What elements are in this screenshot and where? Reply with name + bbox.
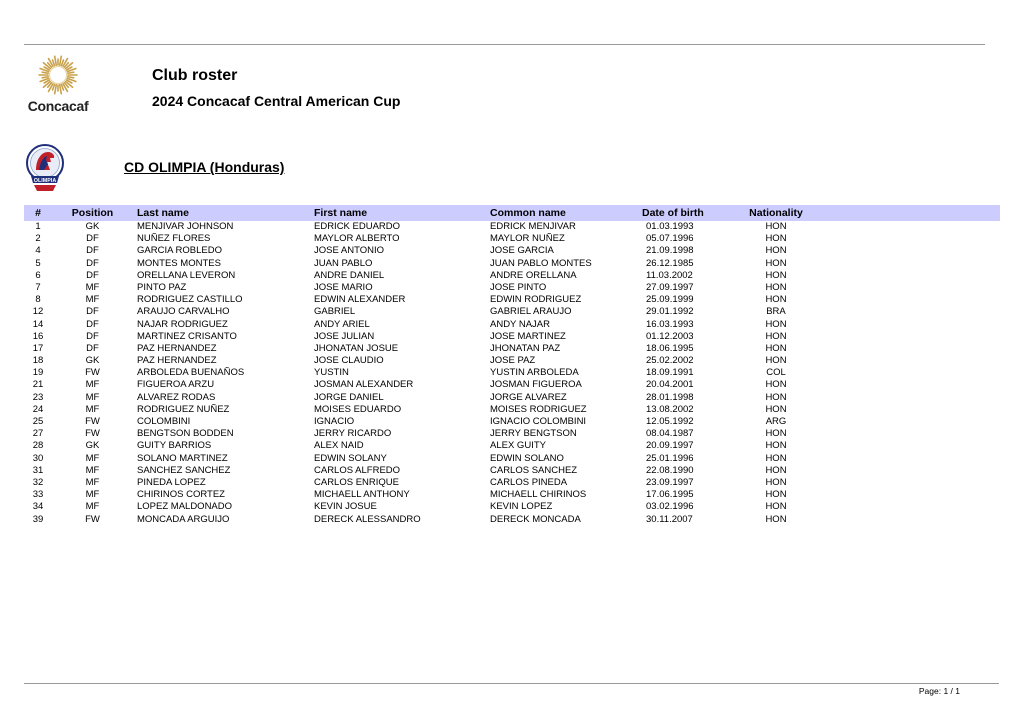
cell-nationality: HON [765, 221, 787, 232]
bottom-divider [24, 683, 999, 684]
cell-date-of-birth: 01.03.1993 [646, 221, 694, 232]
cell-common-name: YUSTIN ARBOLEDA [490, 367, 579, 379]
top-divider [24, 44, 985, 45]
cell-nationality: HON [765, 464, 787, 476]
cell-number: 5 [35, 257, 41, 269]
cell-nationality: HON [765, 257, 787, 269]
cell-number: 24 [32, 403, 44, 415]
cell-last-name: RODRIGUEZ NUÑEZ [137, 403, 230, 415]
table-row [24, 282, 1000, 294]
cell-common-name: JUAN PABLO MONTES [490, 257, 592, 269]
cell-position: MF [85, 403, 100, 415]
column-header-first-name: First name [314, 207, 368, 219]
cell-nationality: HON [765, 513, 787, 525]
cell-nationality: HON [765, 342, 787, 354]
cell-first-name: ANDRE DANIEL [314, 269, 385, 281]
cell-number: 28 [32, 440, 44, 452]
cell-first-name: MAYLOR ALBERTO [314, 233, 400, 245]
table-row [24, 392, 1000, 404]
cell-common-name: DERECK MONCADA [490, 513, 581, 525]
cell-number: 25 [32, 416, 44, 427]
table-row [24, 306, 1000, 318]
cell-nationality: HON [765, 440, 787, 452]
column-header-common-name: Common name [490, 207, 566, 219]
cell-first-name: IGNACIO [314, 416, 355, 427]
cell-number: 30 [32, 452, 44, 464]
cell-number: 31 [32, 464, 44, 476]
cell-date-of-birth: 26.12.1985 [646, 257, 694, 269]
cell-number: 21 [32, 379, 44, 391]
cell-number: 8 [35, 294, 41, 306]
cell-position: DF [86, 318, 99, 330]
cell-date-of-birth: 27.09.1997 [646, 281, 694, 293]
cell-last-name: NUÑEZ FLORES [137, 233, 211, 245]
cell-first-name: CARLOS ALFREDO [314, 464, 401, 476]
cell-position: MF [85, 452, 100, 464]
cell-nationality: HON [765, 245, 787, 257]
cell-first-name: JOSMAN ALEXANDER [314, 379, 414, 391]
cell-date-of-birth: 23.09.1997 [646, 476, 694, 488]
cell-number: 1 [35, 221, 41, 232]
cell-last-name: PAZ HERNANDEZ [137, 355, 217, 367]
cell-position: GK [85, 355, 100, 367]
cell-first-name: JOSE ANTONIO [314, 245, 385, 257]
cell-nationality: HON [765, 379, 787, 391]
table-row [24, 270, 1000, 282]
cell-number: 27 [32, 428, 44, 440]
table-row [24, 367, 1000, 379]
table-row [24, 245, 1000, 257]
cell-position: MF [85, 294, 100, 306]
table-header-row [24, 205, 1000, 221]
cell-nationality: HON [765, 281, 787, 293]
cell-number: 18 [32, 355, 44, 367]
cell-position: DF [86, 257, 99, 269]
cell-date-of-birth: 22.08.1990 [646, 464, 694, 476]
cell-last-name: LOPEZ MALDONADO [137, 501, 233, 513]
table-row [24, 343, 1000, 355]
cell-position: DF [86, 269, 99, 281]
cell-nationality: HON [765, 330, 787, 342]
cell-number: 23 [32, 391, 44, 403]
column-header-position: Position [71, 207, 114, 219]
cell-last-name: PINTO PAZ [137, 281, 187, 293]
cell-number: 32 [32, 476, 44, 488]
table-row [24, 221, 1000, 233]
cell-last-name: MENJIVAR JOHNSON [137, 221, 234, 232]
cell-last-name: MARTINEZ CRISANTO [137, 330, 237, 342]
cell-nationality: HON [765, 294, 787, 306]
cell-first-name: ALEX NAID [314, 440, 364, 452]
cell-date-of-birth: 05.07.1996 [646, 233, 694, 245]
cell-position: GK [85, 440, 100, 452]
cell-last-name: ARBOLEDA BUENAÑOS [137, 367, 245, 379]
cell-position: FW [85, 513, 100, 525]
table-row [24, 258, 1000, 270]
cell-number: 2 [35, 233, 41, 245]
page-number: Page: 1 / 1 [918, 686, 960, 696]
cell-common-name: CARLOS PINEDA [490, 476, 568, 488]
cell-number: 4 [35, 245, 41, 257]
cell-date-of-birth: 18.09.1991 [646, 367, 694, 379]
cell-common-name: JOSE PAZ [490, 355, 536, 367]
cell-last-name: MONCADA ARGUIJO [137, 513, 230, 525]
cell-nationality: HON [765, 391, 787, 403]
cell-number: 12 [32, 306, 44, 318]
cell-number: 17 [32, 342, 44, 354]
cell-nationality: BRA [766, 306, 786, 318]
cell-nationality: HON [765, 428, 787, 440]
cell-common-name: EDRICK MENJIVAR [490, 221, 576, 232]
cell-nationality: HON [765, 318, 787, 330]
cell-last-name: MONTES MONTES [137, 257, 221, 269]
cell-common-name: KEVIN LOPEZ [490, 501, 553, 513]
table-row [24, 404, 1000, 416]
cell-date-of-birth: 08.04.1987 [646, 428, 694, 440]
table-row [24, 233, 1000, 245]
cell-last-name: GUITY BARRIOS [137, 440, 212, 452]
cell-first-name: ANDY ARIEL [314, 318, 370, 330]
cell-position: MF [85, 391, 100, 403]
cell-position: MF [85, 489, 100, 501]
column-header-number: # [35, 207, 41, 219]
table-row [24, 331, 1000, 343]
cell-position: MF [85, 379, 100, 391]
cell-number: 19 [32, 367, 44, 379]
cell-common-name: JOSE GARCIA [490, 245, 554, 257]
competition-subtitle: 2024 Concacaf Central American Cup [152, 93, 401, 109]
table-row [24, 477, 1000, 489]
cell-last-name: GARCIA ROBLEDO [137, 245, 222, 257]
cell-first-name: JHONATAN JOSUE [314, 342, 399, 354]
cell-date-of-birth: 18.06.1995 [646, 342, 694, 354]
cell-last-name: PINEDA LOPEZ [137, 476, 206, 488]
table-row [24, 294, 1000, 306]
cell-common-name: JOSE PINTO [490, 281, 547, 293]
cell-common-name: JORGE ALVAREZ [490, 391, 567, 403]
cell-last-name: BENGTSON BODDEN [137, 428, 234, 440]
table-row [24, 319, 1000, 331]
cell-last-name: SOLANO MARTINEZ [137, 452, 228, 464]
cell-first-name: JOSE JULIAN [314, 330, 375, 342]
column-header-date-of-birth: Date of birth [642, 207, 704, 219]
cell-number: 7 [35, 281, 41, 293]
cell-date-of-birth: 30.11.2007 [646, 513, 693, 525]
column-header-nationality: Nationality [749, 207, 803, 219]
cell-common-name: IGNACIO COLOMBINI [490, 416, 587, 427]
cell-position: DF [86, 342, 99, 354]
cell-first-name: CARLOS ENRIQUE [314, 476, 399, 488]
cell-nationality: HON [765, 355, 787, 367]
cell-common-name: MICHAELL CHIRINOS [490, 489, 587, 501]
cell-common-name: JOSE MARTINEZ [490, 330, 566, 342]
cell-last-name: COLOMBINI [137, 416, 191, 427]
cell-common-name: MAYLOR NUÑEZ [490, 233, 565, 245]
cell-last-name: ARAUJO CARVALHO [137, 306, 230, 318]
cell-first-name: MICHAELL ANTHONY [314, 489, 410, 501]
cell-first-name: JERRY RICARDO [314, 428, 392, 440]
cell-nationality: HON [765, 452, 787, 464]
concacaf-logo-text: Concacaf [27, 98, 89, 114]
cell-first-name: EDRICK EDUARDO [314, 221, 401, 232]
table-body [24, 221, 1000, 526]
cell-last-name: RODRIGUEZ CASTILLO [137, 294, 243, 306]
cell-date-of-birth: 25.09.1999 [646, 294, 694, 306]
table-row [24, 453, 1000, 465]
cell-nationality: HON [765, 269, 787, 281]
cell-date-of-birth: 16.03.1993 [646, 318, 694, 330]
club-name: CD OLIMPIA (Honduras) [124, 159, 285, 175]
cell-date-of-birth: 29.01.1992 [646, 306, 694, 318]
cell-last-name: FIGUEROA ARZU [137, 379, 215, 391]
cell-date-of-birth: 20.04.2001 [646, 379, 694, 391]
cell-number: 39 [32, 513, 44, 525]
cell-position: DF [86, 245, 99, 257]
cell-last-name: PAZ HERNANDEZ [137, 342, 217, 354]
cell-common-name: EDWIN SOLANO [490, 452, 564, 464]
cell-date-of-birth: 25.02.2002 [646, 355, 694, 367]
cell-common-name: ANDRE ORELLANA [490, 269, 577, 281]
cell-position: GK [85, 221, 100, 232]
cell-position: MF [85, 476, 100, 488]
cell-first-name: EDWIN ALEXANDER [314, 294, 406, 306]
cell-nationality: HON [765, 403, 787, 415]
cell-nationality: ARG [765, 416, 787, 427]
table-row [24, 428, 1000, 440]
cell-first-name: KEVIN JOSUE [314, 501, 377, 513]
cell-position: DF [86, 233, 99, 245]
cell-nationality: COL [766, 367, 786, 379]
cell-number: 34 [32, 501, 44, 513]
cell-last-name: ORELLANA LEVERON [137, 269, 236, 281]
cell-date-of-birth: 28.01.1998 [646, 391, 694, 403]
cell-common-name: CARLOS SANCHEZ [490, 464, 578, 476]
cell-common-name: EDWIN RODRIGUEZ [490, 294, 582, 306]
cell-number: 16 [32, 330, 44, 342]
cell-first-name: DERECK ALESSANDRO [314, 513, 421, 525]
cell-first-name: JOSE MARIO [314, 281, 373, 293]
cell-date-of-birth: 25.01.1996 [646, 452, 694, 464]
cell-last-name: NAJAR RODRIGUEZ [137, 318, 228, 330]
cell-position: FW [85, 367, 100, 379]
table-row [24, 416, 1000, 428]
cell-common-name: MOISES RODRIGUEZ [490, 403, 587, 415]
cell-last-name: ALVAREZ RODAS [137, 391, 216, 403]
cell-nationality: HON [765, 501, 787, 513]
cell-position: MF [85, 281, 100, 293]
cell-first-name: EDWIN SOLANY [314, 452, 387, 464]
cell-position: MF [85, 501, 100, 513]
crest-label: OLIMPIA [33, 178, 57, 184]
olimpia-crest-icon [24, 143, 66, 195]
cell-first-name: GABRIEL [314, 306, 356, 318]
cell-date-of-birth: 21.09.1998 [646, 245, 694, 257]
table-row [24, 440, 1000, 452]
page-title: Club roster [152, 67, 238, 84]
table-row [24, 465, 1000, 477]
cell-last-name: SANCHEZ SANCHEZ [137, 464, 231, 476]
cell-nationality: HON [765, 489, 787, 501]
cell-date-of-birth: 11.03.2002 [646, 269, 693, 281]
table-row [24, 501, 1000, 513]
cell-date-of-birth: 20.09.1997 [646, 440, 694, 452]
cell-common-name: GABRIEL ARAUJO [490, 306, 572, 318]
cell-position: DF [86, 330, 99, 342]
cell-position: FW [85, 428, 100, 440]
cell-first-name: MOISES EDUARDO [314, 403, 402, 415]
cell-position: FW [85, 416, 100, 427]
cell-first-name: JORGE DANIEL [314, 391, 384, 403]
cell-date-of-birth: 13.08.2002 [646, 403, 694, 415]
column-header-last-name: Last name [137, 207, 189, 219]
cell-first-name: JUAN PABLO [314, 257, 373, 269]
cell-first-name: YUSTIN [314, 367, 349, 379]
table-row [24, 489, 1000, 501]
table-row [24, 379, 1000, 391]
cell-date-of-birth: 01.12.2003 [646, 330, 694, 342]
cell-common-name: JOSMAN FIGUEROA [490, 379, 582, 391]
cell-last-name: CHIRINOS CORTEZ [137, 489, 225, 501]
cell-date-of-birth: 12.05.1992 [646, 416, 694, 427]
cell-number: 33 [32, 489, 44, 501]
cell-common-name: ALEX GUITY [490, 440, 546, 452]
cell-nationality: HON [765, 233, 787, 245]
cell-position: MF [85, 464, 100, 476]
cell-first-name: JOSE CLAUDIO [314, 355, 384, 367]
table-row [24, 355, 1000, 367]
cell-number: 14 [32, 318, 44, 330]
table-row [24, 514, 1000, 526]
roster-table [24, 205, 1000, 526]
cell-number: 6 [35, 269, 41, 281]
cell-nationality: HON [765, 476, 787, 488]
cell-common-name: JHONATAN PAZ [490, 342, 561, 354]
cell-position: DF [86, 306, 99, 318]
cell-date-of-birth: 17.06.1995 [646, 489, 694, 501]
cell-date-of-birth: 03.02.1996 [646, 501, 694, 513]
cell-common-name: ANDY NAJAR [490, 318, 551, 330]
cell-common-name: JERRY BENGTSON [490, 428, 577, 440]
